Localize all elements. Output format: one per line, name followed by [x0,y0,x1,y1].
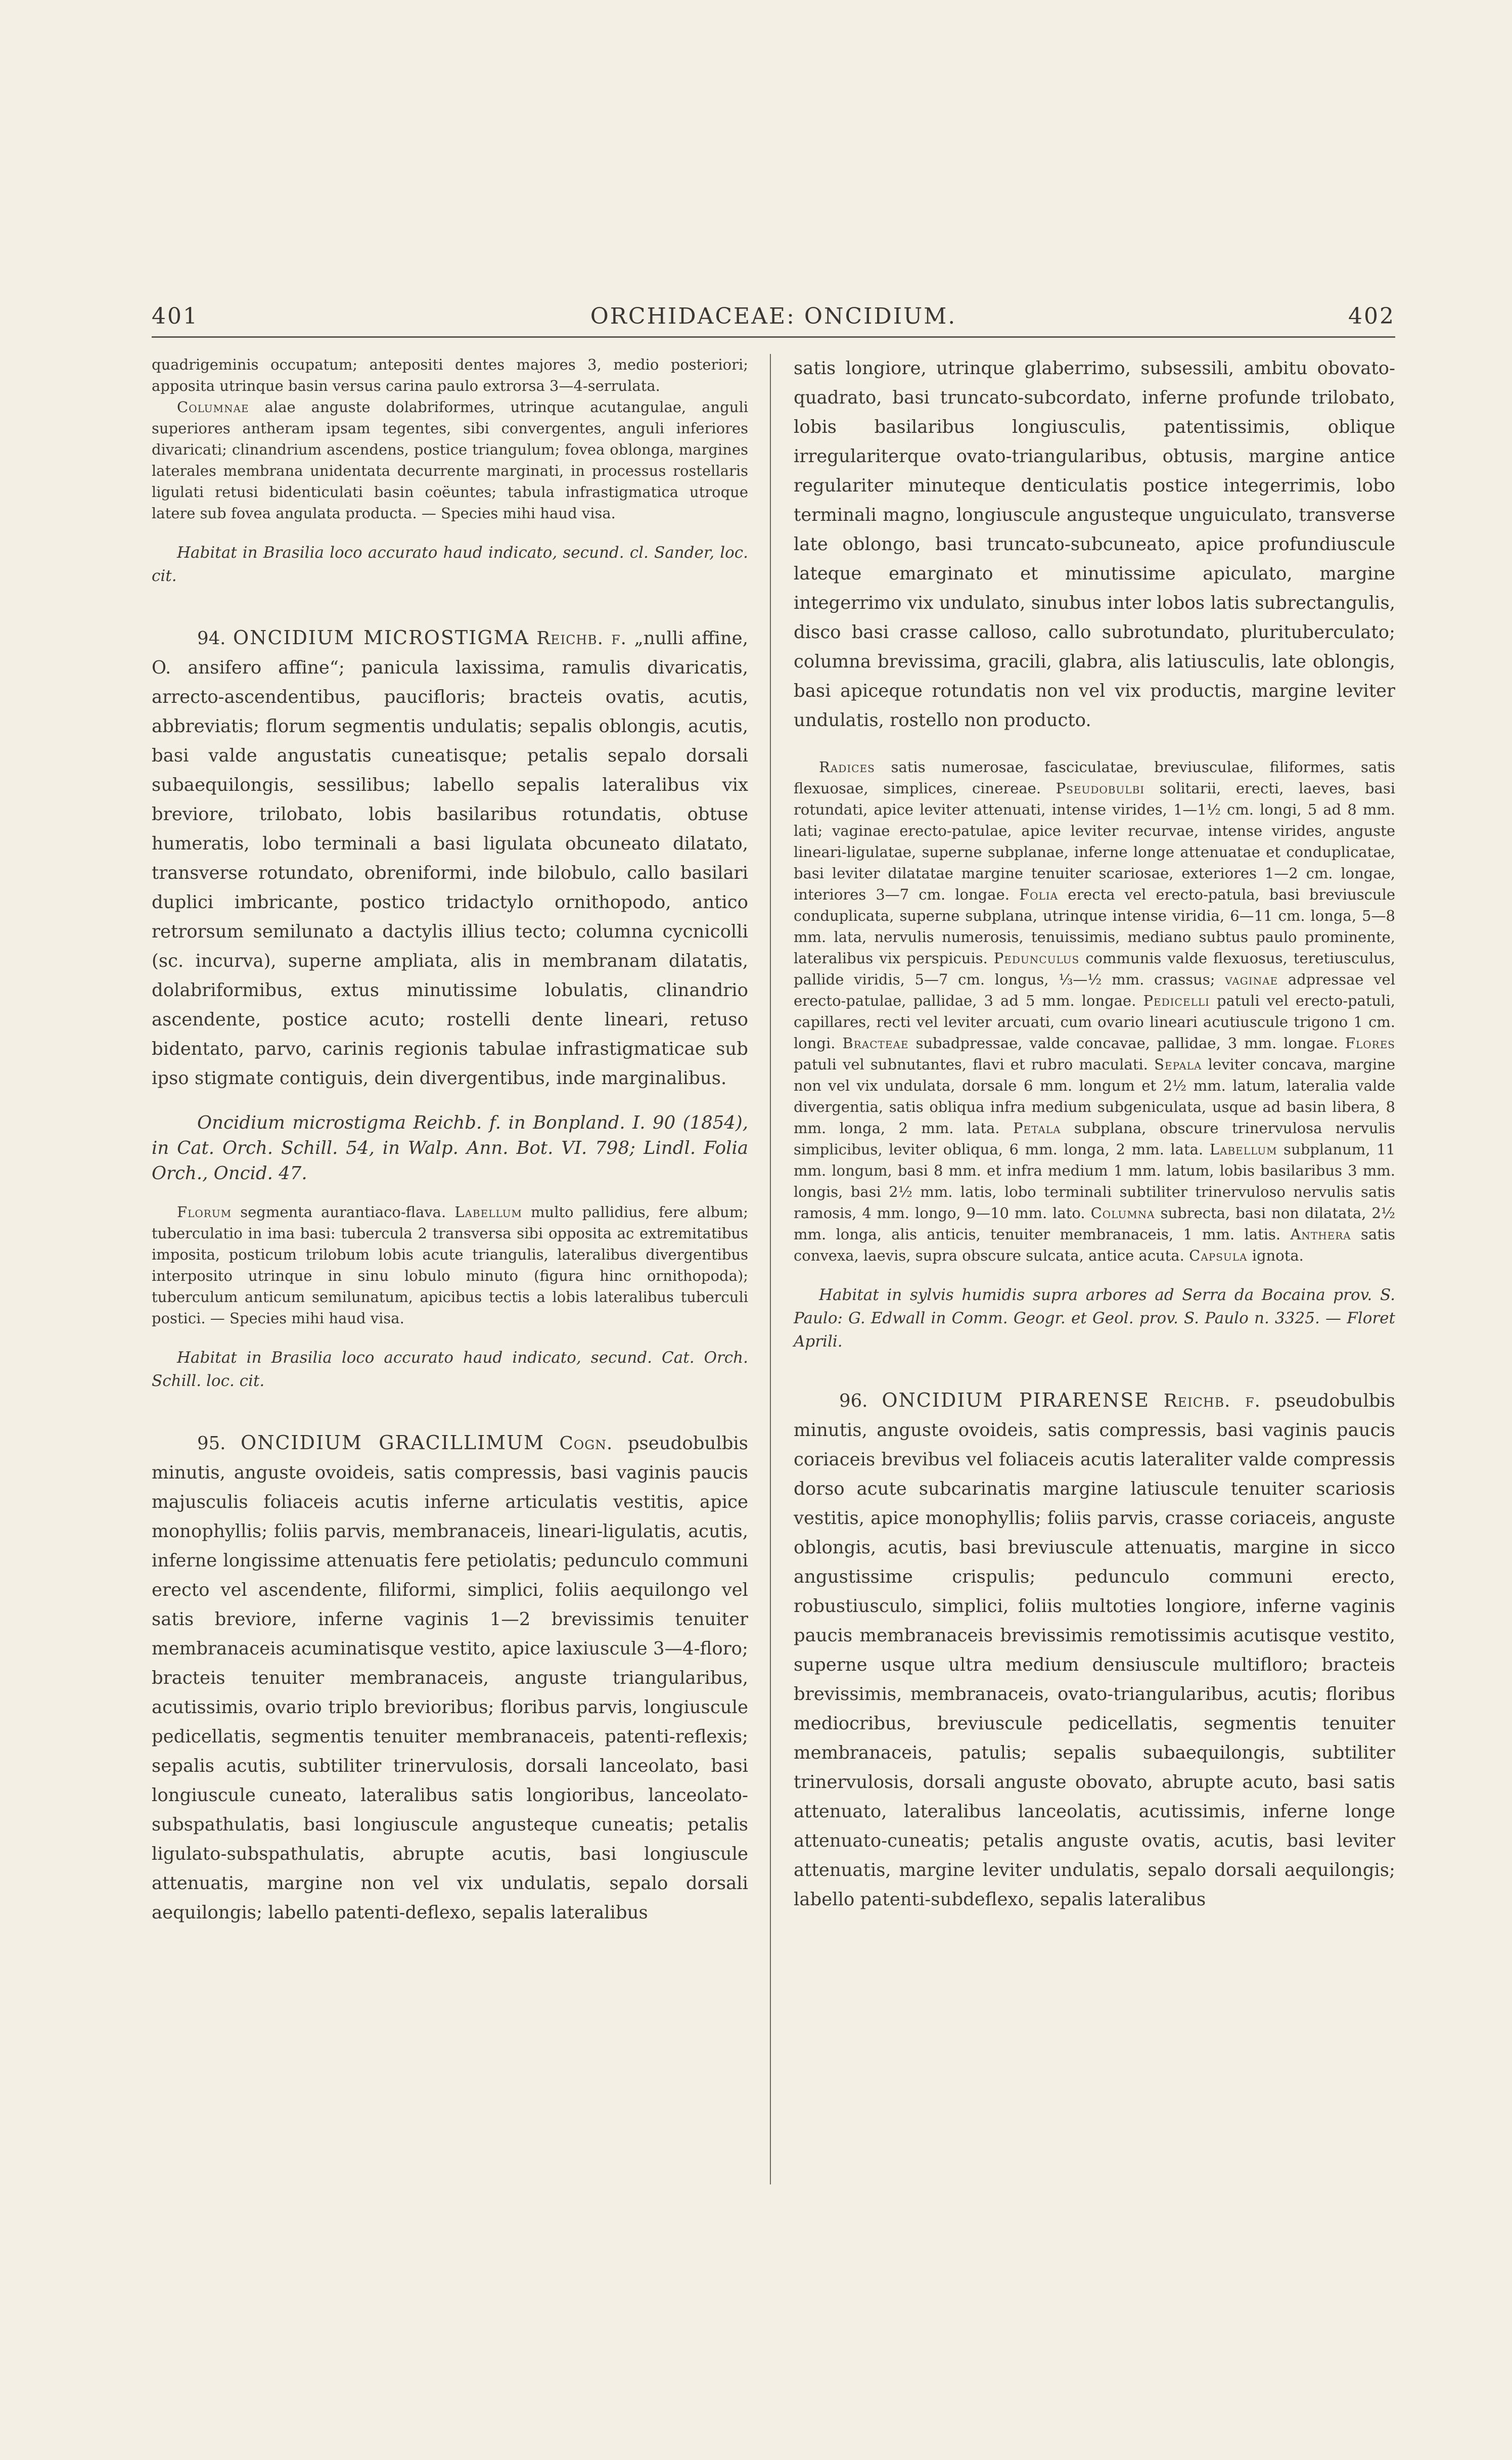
species-name: ONCIDIUM MICROSTIGMA [233,627,529,649]
species-name: ONCIDIUM GRACILLIMUM [240,1432,545,1454]
species-96 [794,1385,1395,1914]
header-rule [152,336,1395,338]
page-title: ORCHIDACEAE: ONCIDIUM. [590,303,957,329]
paragraph-continuation: quadrigeminis occupatum; antepositi dentes majores 3, medio posteriori; apposita utrinque basin versus carina paulo extrorsa 3—4-serrulata. [152,356,748,394]
page-number-right: 402 [1348,303,1395,329]
species-author: Reichb. f. [536,628,627,649]
species-number: 96. [839,1391,868,1411]
species-94-citation: Oncidium microstigma Reichb. f. in Bonpland. I. 90 (1854), in Cat. Orch. Schill. 54, in Walp. Ann. Bot. VI. 798; Lindl. Folia Orch., Oncid. 47. [152,1112,748,1184]
species-94-notes: Florum segmenta aurantiaco-flava. Labellum multo pallidius, fere album; tuberculatio in ima basi: tubercula 2 transversa sibi opposita ac extremitatibus imposita, posticum trilobum lobis acute triangulis, lateralibus divergentibus interposito utrinque in sinu lobulo minuto (figura hinc ornithopoda); tuberculum anticum semilunatum, apicibus tectis a lobis lateralibus tuberculi postici. — Species mihi haud visa. [152,1203,748,1327]
species-author: Cogn. [559,1433,613,1454]
species-description: pseudobulbis minutis, anguste ovoideis, satis compressis, basi vaginis paucis coriaceis brevibus vel foliaceis acutis lateraliter valde compressis dorso acute subcarinatis margine latiuscule tenuiter scariosis vestitis, apice monophyllis; foliis parvis, crasse coriaceis, anguste oblongis, acutis, basi breviuscule attenuatis, margine in sicco angustissime crispulis; pedunculo communi erecto, robustiusculo, simplici, foliis multoties longiore, inferne vaginis paucis membranaceis brevissimis remotissimis acutisque vestito, superne usque ultra medium densiuscule multifloro; bracteis brevissimis, membranaceis, ovato-triangularibus, acutis; floribus mediocribus, breviuscule pedicellatis, segmentis tenuiter membranaceis, patulis; sepalis subaequilongis, subtiliter trinervulosis, dorsali anguste obovato, abrupte acuto, basi satis attenuato, lateralibus lanceolatis, acutissimis, inferne longe attenuato-cuneatis; petalis anguste ovatis, acutis, basi leviter attenuatis, margine leviter undulatis, sepalo dorsali aequilongis; labello patenti-subdeflexo, sepalis lateralibus [794,1391,1395,1910]
page-number-left: 401 [152,303,199,329]
paragraph-continuation: satis longiore, utrinque glaberrimo, subsessili, ambitu obovato-quadrato, basi truncato-subcordato, inferne profunde trilobato, lobis basilaribus longiusculis, patentissimis, oblique irregulariterque ovato-triangularibus, obtusis, margine antice regulariter minuteque denticulatis postice integerrimis, lobo terminali magno, longiuscule angusteque unguiculato, transverse late oblongo, basi truncato-subcuneato, apice profundiuscule lateque emarginato et minutissime apiculato, margine integerrimo vix undulato, sinubus inter lobos latis subrectangulis, disco basi crasse calloso, callo subrotundato, plurituberculato; columna brevissima, gracili, glabra, alis latiusculis, late oblongis, basi apiceque rotundatis non vel vix productis, margine leviter undulatis, rostello non producto. [794,358,1395,731]
right-column [794,354,1395,1914]
running-head [152,303,1395,334]
species-94 [152,623,748,1093]
habitat-note: Habitat in sylvis humidis supra arbores ad Serra da Bocaina prov. S. Paulo: G. Edwall in Comm. Geogr. et Geol. prov. S. Paulo n. 3325. — Floret Aprili. [794,1286,1395,1351]
column-divider [770,354,771,2184]
species-95-details: Radices satis numerosae, fasciculatae, breviusculae, filiformes, satis flexuosae, simplices, cinereae. Pseudobulbi solitarii, erecti, laeves, basi rotundati, apice leviter attenuati, intense virides, 1—1½ cm. longi, 5 ad 8 mm. lati; vaginae erecto-patulae, apice leviter recurvae, intense virides, anguste lineari-ligulatae, superne subplanae, inferne longe attenuatae et conduplicatae, basi leviter dilatatae margine tenuiter scariosae, exteriores 1—2 cm. longae, interiores 3—7 cm. longae. Folia erecta vel erecto-patula, basi breviuscule conduplicata, superne subplana, utrinque intense viridia, 6—11 cm. longa, 5—8 mm. lata, nervulis numerosis, tenuissimis, mediano subtus paulo prominente, lateralibus vix perspicuis. Pedunculus communis valde flexuosus, teretiusculus, pallide viridis, 5—7 cm. longus, ⅓—½ mm. crassus; vaginae adpressae vel erecto-patulae, pallidae, 3 ad 5 mm. longae. Pedicelli patuli vel erecto-patuli, capillares, recti vel leviter arcuati, cum ovario lineari acutiuscule trigono 1 cm. longi. Bracteae subadpressae, valde concavae, pallidae, 3 mm. longae. Flores patuli vel subnutantes, flavi et rubro maculati. Sepala leviter concava, margine non vel vix undulata, dorsale 6 mm. longum et 2½ mm. latum, lateralia valde divergentia, satis obliqua infra medium subgeniculata, usque ad basin libera, 8 mm. longa, 2 mm. lata. Petala subplana, obscure trinervulosa nervulis simplicibus, leviter obliqua, 6 mm. longa, 2 mm. lata. Labellum subplanum, 11 mm. longum, basi 8 mm. et infra medium 1 mm. latum, lobis basilaribus 3 mm. longis, basi 2½ mm. latis, lobo terminali subtiliter trinervuloso nervulis satis ramosis, 4 mm. longo, 9—10 mm. lato. Columna subrecta, basi non dilatata, 2½ mm. longa, alis anticis, tenuiter membranaceis, 1 mm. latis. Anthera satis convexa, laevis, supra obscure sulcata, antice acuta. Capsula ignota. [794,758,1396,1264]
habitat-note: Habitat in Brasilia loco accurato haud indicato, secund. cl. Sander, loc. cit. [152,544,748,585]
species-number: 95. [197,1433,226,1454]
species-name: ONCIDIUM PIRARENSE [882,1389,1150,1411]
species-author: Reichb. f. [1163,1391,1261,1411]
species-95 [152,1428,748,1928]
paragraph-columnae: Columnae alae anguste dolabriformes, utrinque acutangulae, anguli superiores antheram ipsam tegentes, sibi convergentes, anguli inferiores divaricati; clinandrium ascendens, postice triangulum; fovea oblonga, margines laterales membrana unidentata decurrente marginati, in processus rostellaris ligulati retusi bidenticulati basin coëuntes; tabula infrastigmatica utroque latere sub fovea angulata producta. — Species mihi haud visa. [152,398,748,522]
species-number: 94. [197,628,226,649]
species-description: „nulli affine, O. ansifero affine“; panicula laxissima, ramulis divaricatis, arrecto-ascendentibus, paucifloris; bracteis ovatis, acutis, abbreviatis; florum segmentis undulatis; sepalis oblongis, acutis, basi valde angustatis cuneatisque; petalis sepalo dorsali subaequilongis, sessilibus; labello sepalis lateralibus vix breviore, trilobato, lobis basilaribus rotundatis, obtuse humeratis, lobo terminali a basi ligulata obcuneato dilatato, transverse rotundato, obreniformi, inde bilobulo, callo basilari duplici imbricante, postico tridactylo ornithopodo, antico retrorsum semilunato a dactylis illius tecto; columna cycnicolli (sc. incurva), superne ampliata, alis in membranam dilatatis, dolabriformibus, extus minutissime lobulatis, clinandrio ascendente, postice acuto; rostelli dente lineari, retuso bidentato, parvo, carinis regionis tabulae infrastigmaticae sub ipso stigmate contiguis, dein divergentibus, inde marginalibus. [152,628,748,1089]
habitat-note: Habitat in Brasilia loco accurato haud indicato, secund. Cat. Orch. Schill. loc. cit. [152,1349,748,1390]
left-column [152,354,748,1928]
species-description: pseudobulbis minutis, anguste ovoideis, satis compressis, basi vaginis paucis majusculis foliaceis acutis inferne articulatis vestitis, apice monophyllis; foliis parvis, membranaceis, lineari-ligulatis, acutis, inferne longissime attenuatis fere petiolatis; pedunculo communi erecto vel ascendente, filiformi, simplici, foliis aequilongo vel satis breviore, inferne vaginis 1—2 brevissimis tenuiter membranaceis acuminatisque vestito, apice laxiuscule 3—4-floro; bracteis tenuiter membranaceis, anguste triangularibus, acutissimis, ovario triplo brevioribus; floribus parvis, longiuscule pedicellatis, segmentis tenuiter membranaceis, patenti-reflexis; sepalis acutis, subtiliter trinervulosis, dorsali lanceolato, basi longiuscule cuneato, lateralibus satis longioribus, lanceolato-subspathulatis, basi longiuscule angusteque cuneatis; petalis ligulato-subspathulatis, abrupte acutis, basi longiuscule attenuatis, margine non vel vix undulatis, sepalo dorsali aequilongis; labello patenti-deflexo, sepalis lateralibus [152,1433,748,1923]
